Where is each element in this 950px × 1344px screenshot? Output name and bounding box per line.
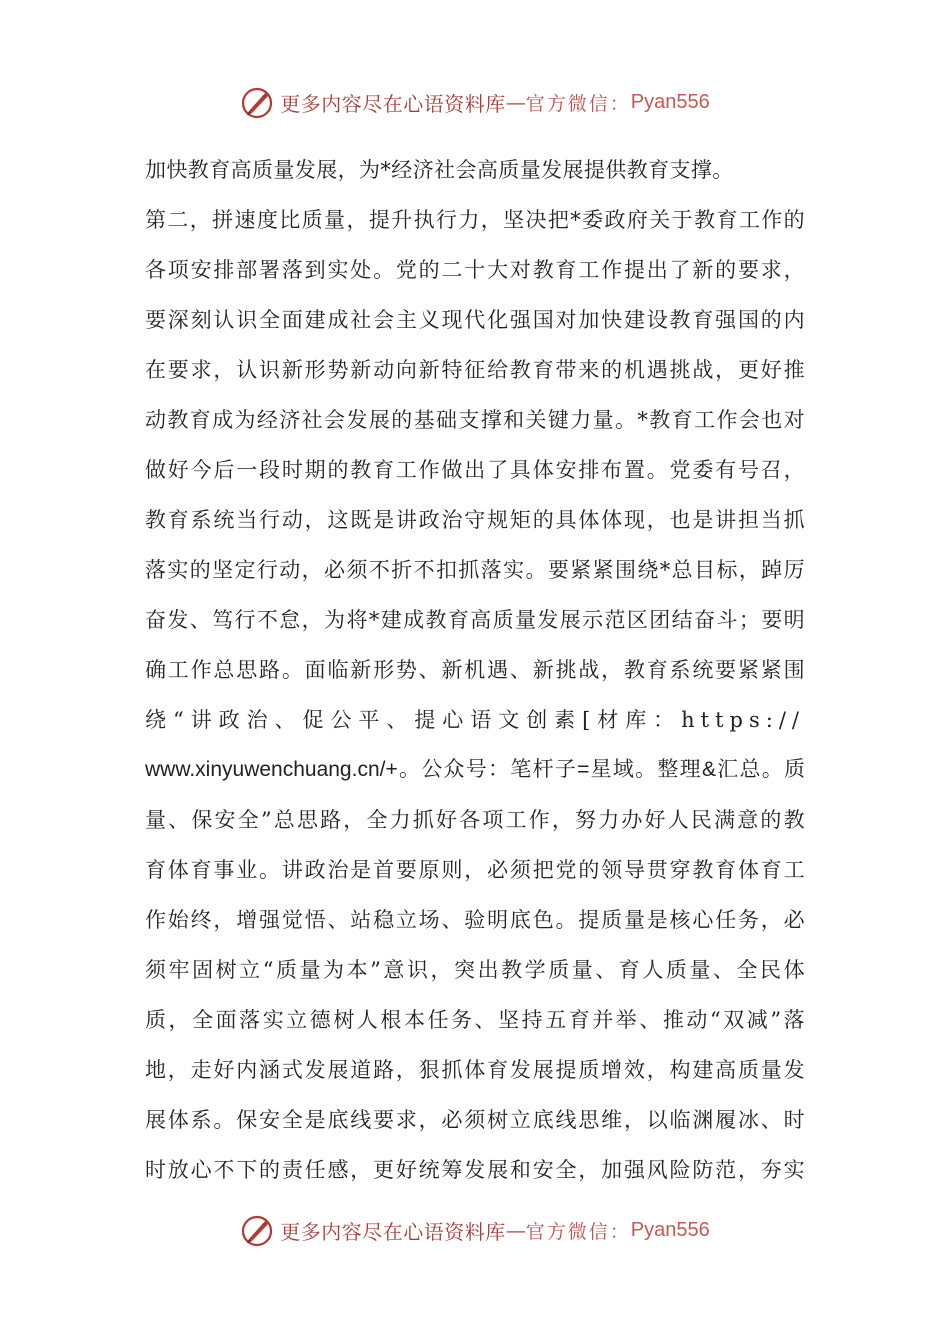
body-line: 落实的坚定行动，必须不折不扣抓落实。要紧紧围绕*总目标，踔厉 — [145, 558, 805, 582]
document-body — [145, 150, 805, 1200]
body-line: 要深刻认识全面建成社会主义现代化强国对加快建设教育强国的内 — [145, 308, 805, 332]
body-line: 量、保安全”总思路，全力抓好各项工作，努力办好人民满意的教 — [145, 808, 805, 832]
body-line: www.xinyuwenchuang.cn/+。公众号：笔杆子=星域。整理&汇总。质 — [145, 758, 805, 781]
body-line: 须牢固树立“质量为本”意识，突出教学质量、育人质量、全民体 — [145, 958, 805, 982]
body-line: 展体系。保安全是底线要求，必须树立底线思维，以临渊履冰、时 — [145, 1108, 805, 1132]
banner-wechat-id: Pyan556 — [630, 90, 710, 113]
body-line: 在要求，认识新形势新动向新特征给教育带来的机遇挑战，更好推 — [145, 358, 805, 382]
banner-wechat-id: Pyan556 — [630, 1218, 710, 1241]
banner-label: 官方微信： — [525, 1220, 631, 1243]
body-line: 育体育事业。讲政治是首要原则，必须把党的领导贯穿教育体育工 — [145, 858, 805, 882]
banner-separator: — — [505, 90, 526, 114]
banner-separator: — — [505, 1218, 526, 1242]
body-line: 地，走好内涵式发展道路，狠抓体育发展提质增效，构建高质量发 — [145, 1058, 805, 1082]
header-banner — [0, 82, 950, 122]
body-line: 绕“讲政治、促公平、提心语文创素[材库：https:// — [145, 708, 805, 732]
quill-logo-icon — [240, 1212, 276, 1248]
footer-banner — [0, 1210, 950, 1250]
body-line: 时放心不下的责任感，更好统筹发展和安全，加强风险防范，夯实 — [145, 1158, 805, 1182]
body-line: 动教育成为经济社会发展的基础支撑和关键力量。*教育工作会也对 — [145, 408, 805, 432]
body-line: 加快教育高质量发展，为*经济社会高质量发展提供教育支撑。 — [145, 158, 734, 182]
banner-label: 官方微信： — [525, 92, 631, 115]
body-line: 第二，拼速度比质量，提升执行力，坚决把*委政府关于教育工作的 — [145, 208, 805, 232]
body-line: 做好今后一段时期的教育工作做出了具体安排布置。党委有号召， — [145, 458, 805, 482]
body-line: 奋发、笃行不怠，为将*建成教育高质量发展示范区团结奋斗；要明 — [145, 608, 805, 632]
body-line: 确工作总思路。面临新形势、新机遇、新挑战，教育系统要紧紧围 — [145, 658, 805, 682]
body-line: 教育系统当行动，这既是讲政治守规矩的具体体现，也是讲担当抓 — [145, 508, 805, 532]
body-line: 质，全面落实立德树人根本任务、坚持五育并举、推动“双减”落 — [145, 1008, 805, 1032]
banner-title: 更多内容尽在心语资料库 — [280, 91, 506, 116]
banner-title: 更多内容尽在心语资料库 — [280, 1219, 506, 1244]
body-line: 作始终，增强觉悟、站稳立场、验明底色。提质量是核心任务，必 — [145, 908, 805, 932]
quill-logo-icon — [240, 84, 276, 120]
body-line: 各项安排部署落到实处。党的二十大对教育工作提出了新的要求， — [145, 258, 805, 282]
